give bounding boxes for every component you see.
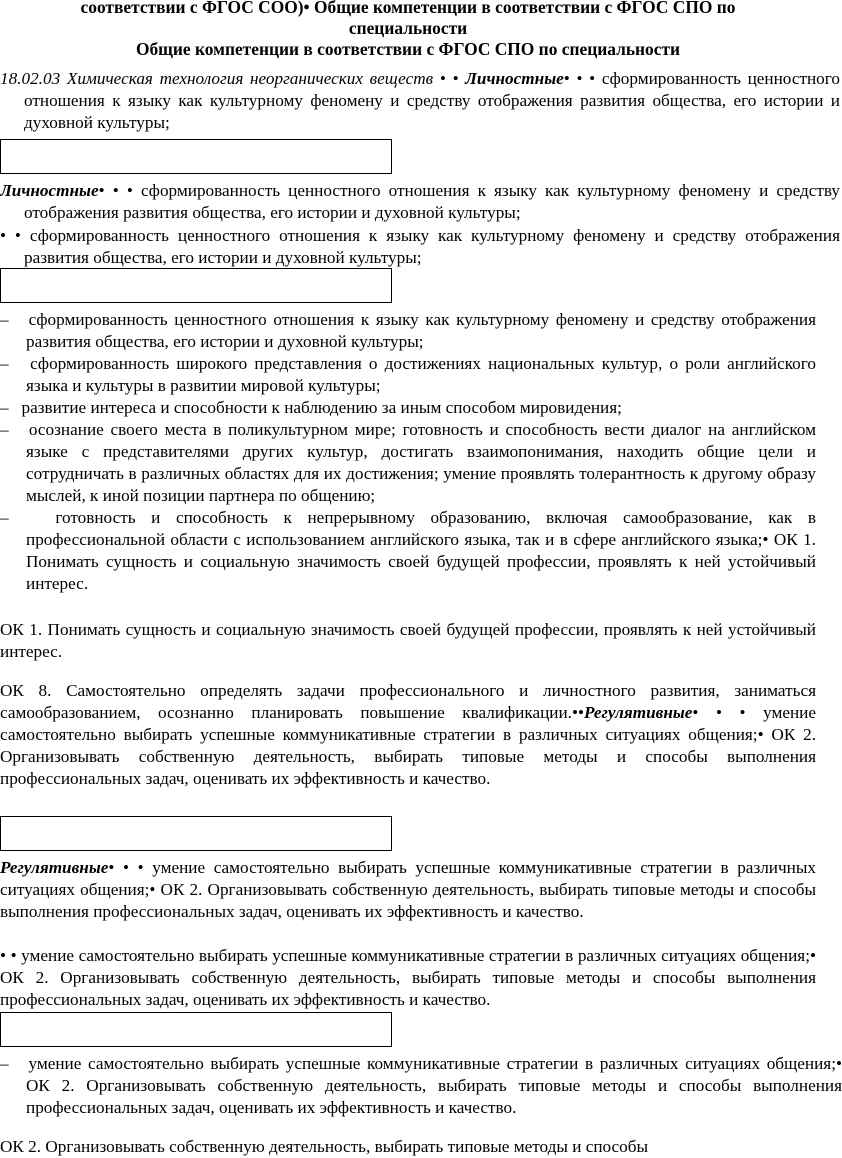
dash-marker: – <box>0 508 9 527</box>
paragraph-text: сформированность ценностного отношения к языку как культурному феномену и средству отображения развития общества, его истории и духовной культуры; <box>24 69 840 132</box>
empty-box <box>0 816 392 851</box>
bullets: • • <box>0 226 30 245</box>
ok8-text: ОК 8. Самостоятельно определять задачи профессионального и личностного развития, заниматься самообразованием, осознанно планировать повышение квалификации.•• <box>0 681 816 722</box>
paragraph-text: умение самостоятельно выбирать успешные коммуникативные стратегии в различных ситуациях общения;• ОК 2. Организовывать собственную деятельность, выбирать типовые методы и способы выполнения профессиональных задач, оценивать их эффективность и качество. <box>0 946 816 1009</box>
paragraph-ok2: ОК 2. Организовывать собственную деятельность, выбирать типовые методы и способы <box>0 1137 649 1156</box>
list-item <box>0 1053 842 1119</box>
header-line-3: Общие компетенции в соответствии с ФГОС СПО по специальности <box>135 39 681 59</box>
header <box>0 0 816 60</box>
list-item-text: осознание своего места в поликультурном мире; готовность и способность вести диалог на английском языке с представителями других культур, достигать взаимопонимания, находить общие цели и сотрудничать в различных областях для их достижения; умение проявлять толерантность к другому образу мыслей, к иной позиции партнера по общению; <box>26 420 816 505</box>
paragraph-text: умение самостоятельно выбирать успешные коммуникативные стратегии в различных ситуациях общения;• ОК 2. Организовывать собственную деятельность, выбирать типовые методы и способы выполнения профессиональных задач, оценивать их эффективность и качество. <box>0 703 816 788</box>
paragraph-text: сформированность ценностного отношения к языку как культурному феномену и средству отображения развития общества, его истории и духовной культуры; <box>24 181 840 222</box>
paragraph-lichnostnye-2 <box>0 180 840 224</box>
list-item-text: умение самостоятельно выбирать успешные коммуникативные стратегии в различных ситуациях общения;• ОК 2. Организовывать собственную деятельность, выбирать типовые методы и способы выполнения профессиональных задач, оценивать их эффективность и качество. <box>26 1054 842 1117</box>
empty-box <box>0 268 392 303</box>
empty-box <box>0 1012 392 1047</box>
label-regulyativnye: Регулятивные <box>0 858 109 877</box>
list-item-text: сформированность ценностного отношения к языку как культурному феномену и средству отображения развития общества, его истории и духовной культуры; <box>26 310 817 351</box>
paragraph-lichnostnye-1 <box>0 68 840 134</box>
paragraph-ok8 <box>0 680 816 790</box>
bullets: • • <box>0 946 22 965</box>
paragraph-text: сформированность ценностного отношения к языку как культурному феномену и средству отображения развития общества, его истории и духовной культуры; <box>24 226 840 267</box>
header-line-1: соответствии с ФГОС СОО)• Общие компетенции в соответствии с ФГОС СПО по <box>80 0 736 17</box>
label-lichnostnye: Личностные <box>0 181 99 200</box>
dash-marker: – <box>0 310 9 329</box>
bullets: • • • <box>108 858 153 877</box>
list-item-text: готовность и способность к непрерывному образованию, включая самообразование, как в профессиональной области с использованием английского языка, так и в сфере английского языка;• ОК 1. Понимать сущность и социальную значимость своей будущей профессии, проявлять к ней устойчивый интерес. <box>26 508 816 593</box>
bullets: • • • <box>563 69 602 88</box>
dash-marker: – <box>0 398 9 417</box>
bullets: • • • <box>692 703 764 722</box>
dash-marker: – <box>0 420 9 439</box>
paragraph-regulyativnye-2 <box>0 857 816 923</box>
specialty-code: 18.02.03 Химическая технология неорганических веществ • • <box>0 69 466 88</box>
paragraph-ok1: ОК 1. Понимать сущность и социальную значимость своей будущей профессии, проявлять к ней устойчивый интерес. <box>0 620 816 661</box>
label-lichnostnye: Личностные <box>465 69 564 88</box>
header-line-2: специальности <box>348 18 468 38</box>
list-item <box>0 353 816 397</box>
dash-marker: – <box>0 354 9 373</box>
list-item <box>0 397 816 419</box>
list-item-text: сформированность широкого представления о достижениях национальных культур, о роли английского языка и культуры в развитии мировой культуры; <box>26 354 816 395</box>
label-regulyativnye: Регулятивные <box>584 703 693 722</box>
list-item-text: развитие интереса и способности к наблюдению за иным способом мировидения; <box>21 398 622 417</box>
dash-list <box>0 309 816 595</box>
list-item <box>0 507 816 595</box>
dash-marker: – <box>0 1054 9 1073</box>
empty-box <box>0 139 392 174</box>
paragraph-text: умение самостоятельно выбирать успешные коммуникативные стратегии в различных ситуациях общения;• ОК 2. Организовывать собственную деятельность, выбирать типовые методы и способы выполнения профессиональных задач, оценивать их эффективность и качество. <box>0 858 816 921</box>
paragraph-bulleted-2 <box>0 945 816 1011</box>
list-item <box>0 309 816 353</box>
bullets: • • • <box>98 181 141 200</box>
list-item <box>0 419 816 507</box>
paragraph-bulleted-1 <box>0 225 840 269</box>
